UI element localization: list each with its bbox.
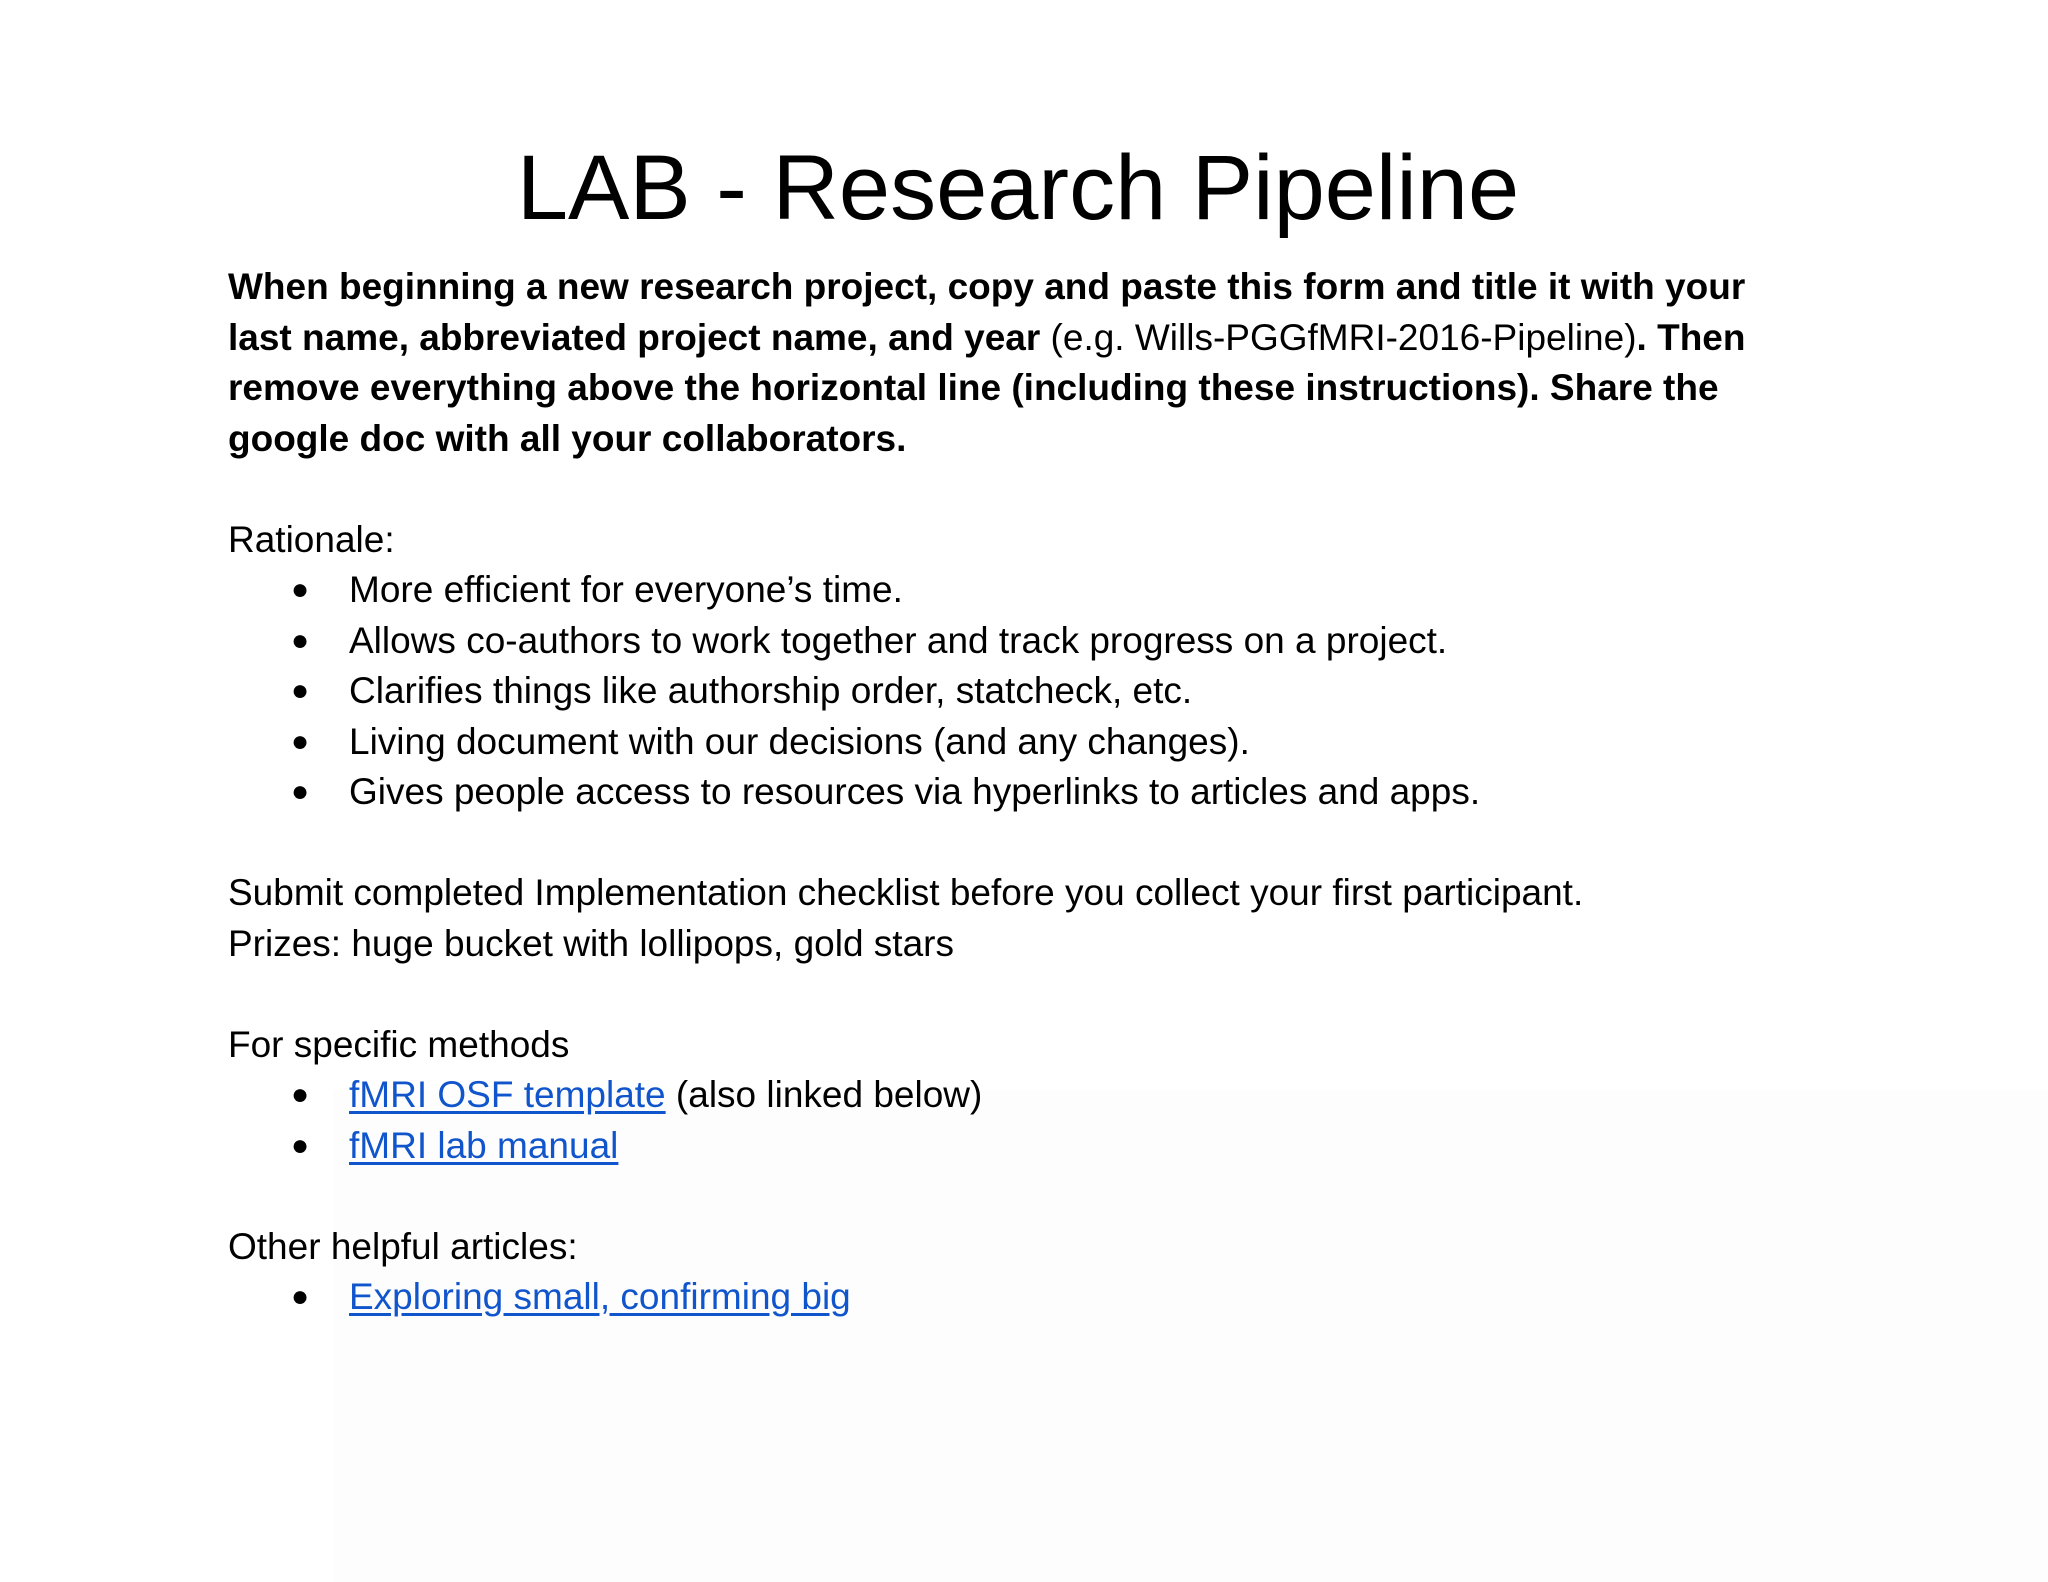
spacer <box>228 464 1788 515</box>
spacer <box>228 969 1788 1020</box>
bullet-icon: ● <box>291 674 310 707</box>
bullet-icon: ● <box>291 775 310 808</box>
submit-checklist-text: Submit completed Implementation checklist before you collect your first participant. <box>228 872 1584 913</box>
bullet-icon: ● <box>291 724 310 758</box>
articles-heading: Other helpful articles: <box>228 1225 578 1267</box>
list-item <box>228 1070 1788 1121</box>
methods-heading: For specific methods <box>228 1023 570 1065</box>
list-item-text: Living document with our decisions (and any changes). <box>349 720 1250 762</box>
list-item-text: Gives people access to resources via hyperlinks to articles and apps. <box>349 771 1481 812</box>
rationale-list <box>228 565 1788 818</box>
document-title: LAB - Research Pipeline <box>516 137 1520 239</box>
instructions-paragraph <box>228 262 1788 464</box>
bullet-icon: ● <box>291 1078 310 1111</box>
rationale-heading: Rationale: <box>228 518 395 560</box>
exploring-small-confirming-big-link[interactable]: Exploring small, confirming big <box>349 1276 851 1317</box>
instructions-bold-part-2: . Then remove everything above the horizontal line (including these instructions). Share the google doc with all your collaborators. <box>228 316 1746 459</box>
list-item <box>228 565 1788 616</box>
bullet-icon: ● <box>291 1128 310 1162</box>
fmri-osf-template-link[interactable]: fMRI OSF template <box>349 1074 666 1115</box>
bullet-icon: ● <box>291 623 310 657</box>
bullet-icon: ● <box>291 573 310 606</box>
list-item <box>228 616 1788 667</box>
instructions-bold-part-1: When beginning a new research project, copy and paste this form and title it with your last name, abbreviated project name, and year <box>228 266 1746 358</box>
list-item <box>228 717 1788 768</box>
bullet-icon: ● <box>291 1280 310 1313</box>
list-item <box>228 666 1788 717</box>
list-item <box>228 767 1788 818</box>
spacer <box>228 818 1788 869</box>
list-item-text: Clarifies things like authorship order, statcheck, etc. <box>349 670 1193 711</box>
articles-list <box>228 1272 1788 1323</box>
list-item <box>228 1121 1788 1172</box>
instructions-example: (e.g. Wills-PGGfMRI-2016-Pipeline) <box>1040 316 1637 358</box>
list-item-text: More efficient for everyone’s time. <box>349 569 903 610</box>
methods-list <box>228 1070 1788 1171</box>
prizes-text: Prizes: huge bucket with lollipops, gold stars <box>228 922 954 964</box>
list-item-text: Allows co-authors to work together and track progress on a project. <box>349 619 1448 661</box>
spacer <box>228 1171 1788 1222</box>
document-body <box>228 262 1788 1323</box>
list-item-suffix: (also linked below) <box>665 1074 983 1115</box>
fmri-lab-manual-link[interactable]: fMRI lab manual <box>349 1124 619 1166</box>
list-item <box>228 1272 1788 1323</box>
